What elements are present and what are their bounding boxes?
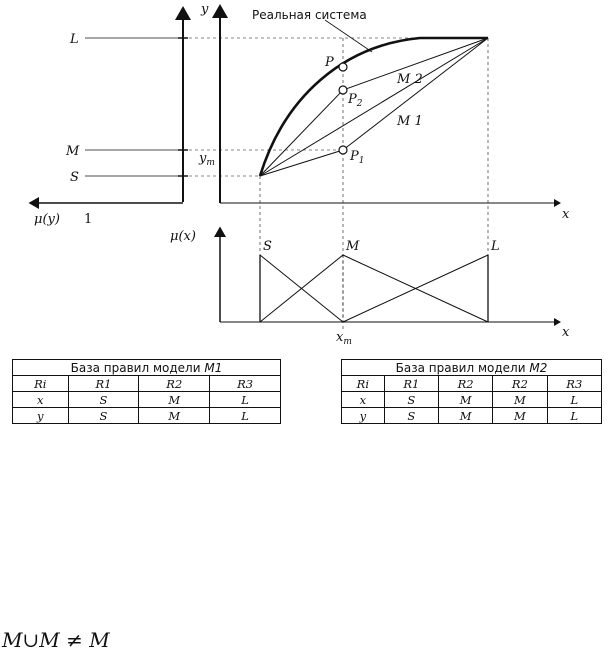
point-p1-label: $P_1$ (350, 149, 365, 166)
table-cell: M (493, 408, 547, 424)
table-cell: L (210, 392, 281, 408)
x-axis-label: x (562, 207, 570, 222)
level-label-s: S (70, 170, 79, 185)
table-row (13, 392, 281, 408)
table-cell: R2 (438, 376, 492, 392)
table-cell: y (13, 408, 69, 424)
point-p-label: P (325, 55, 334, 70)
mu-y-label: μ(y) (34, 212, 60, 227)
table-row (13, 376, 281, 392)
y-axis-label: y (201, 2, 209, 17)
mf-m (260, 255, 488, 322)
point-p1 (339, 146, 347, 154)
table-cell: y (342, 408, 385, 424)
table-cell: R1 (68, 376, 139, 392)
level-label-m: M (66, 144, 80, 159)
table-cell: S (68, 392, 139, 408)
table-cell: M (493, 392, 547, 408)
union-formula: M∪M ≠ M (2, 628, 110, 652)
xm-label: $x_m$ (336, 330, 352, 347)
level-label-l: L (70, 32, 79, 47)
table-m1-title: База правил модели M1 (13, 360, 281, 376)
rule-base-table-m1 (12, 359, 281, 424)
table-cell: R2 (139, 376, 210, 392)
ym-label: $y_m$ (199, 151, 215, 168)
table-row (342, 408, 602, 424)
table-row (342, 376, 602, 392)
model-m1-upper-segment (343, 38, 488, 150)
table-cell: M (139, 408, 210, 424)
table-cell: M (438, 392, 492, 408)
table-cell: S (68, 408, 139, 424)
mu-x-label: μ(x) (170, 229, 196, 244)
table-cell: R1 (384, 376, 438, 392)
point-p2-label: $P_2$ (348, 92, 363, 109)
table-cell: M (139, 392, 210, 408)
term-l-label: L (491, 239, 500, 254)
table-cell: L (210, 408, 281, 424)
table-row (13, 408, 281, 424)
term-m-label: M (346, 239, 360, 254)
table-cell: M (438, 408, 492, 424)
table-cell: Ri (342, 376, 385, 392)
rule-base-table-m2 (341, 359, 602, 424)
table-cell: Ri (13, 376, 69, 392)
table-cell: L (547, 408, 601, 424)
table-cell: S (384, 408, 438, 424)
table-row (342, 392, 602, 408)
model-m1-label: M 1 (397, 114, 423, 129)
table-cell: x (13, 392, 69, 408)
point-p (339, 63, 347, 71)
table-cell: x (342, 392, 385, 408)
mu-y-one-label: 1 (84, 212, 93, 227)
table-cell: L (547, 392, 601, 408)
table-cell: R2 (493, 376, 547, 392)
bottom-x-axis-label: x (562, 325, 570, 340)
table-m2-title: База правил модели M2 (342, 360, 602, 376)
table-cell: S (384, 392, 438, 408)
model-m2-label: M 2 (397, 72, 423, 87)
table-cell: R3 (210, 376, 281, 392)
real-system-label: Реальная система (252, 8, 367, 22)
real-system-pointer (325, 20, 372, 52)
table-cell: R3 (547, 376, 601, 392)
point-p2 (339, 86, 347, 94)
term-s-label: S (263, 239, 272, 254)
